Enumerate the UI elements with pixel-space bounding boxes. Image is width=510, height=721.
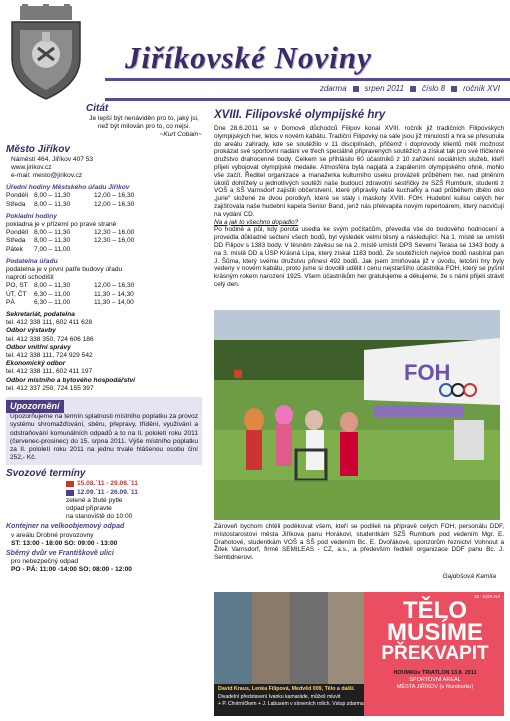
issue-price: zdarma — [319, 84, 347, 93]
quote-author: ~Kurt Cobain~ — [159, 131, 202, 139]
hours-afternoon — [94, 246, 154, 254]
masthead-rule-bottom — [105, 98, 510, 101]
square-bullet-icon — [410, 86, 416, 92]
event-photo — [214, 310, 500, 520]
contact-phone: tel. 412 338 111, 602 411 197 — [6, 368, 93, 376]
contact-name: Sekretariát, podatelna — [6, 311, 75, 319]
quote-text: Je lepší být nenáviděn pro to, jaký jsi, než být milován pro to, co nejsi. — [89, 115, 199, 131]
cashier-hours-table — [6, 229, 202, 254]
hours-morning: 8,00 – 11,30 — [34, 229, 71, 237]
contact-name: Ekonomický odbor — [6, 360, 66, 368]
hours-day: PO, ST — [6, 282, 28, 290]
contact-phone: tel. 412 338 350, 724 606 186 — [6, 335, 94, 343]
contact-phone: tel. 412 338 111, 724 929 542 — [6, 352, 93, 360]
ad-line-3: + P. Chvtrníčkem + J. Labusem v sloveních rolích. Vstup zdarma — [218, 701, 364, 707]
town-address: Náměstí 464, Jiříkov 407 53 — [11, 155, 94, 163]
town-crest — [6, 4, 86, 100]
ad-names: David Kraus, Lenka Filipová, Medvěd 009, Tělo a další. — [218, 686, 355, 692]
hours-day: ÚT, ČT — [6, 290, 27, 298]
town-heading: Město Jiříkov — [6, 143, 70, 155]
article-author: Gajdošová Kamila — [442, 573, 496, 580]
waste-date-row — [66, 489, 202, 497]
container-place: v areálu Drobné provozovny — [11, 531, 94, 539]
registry-note: podatelna je v první patře budovy úřadu naproti schodišti — [6, 266, 123, 282]
hours-afternoon: 12,30 – 16,00 — [94, 229, 135, 237]
issue-volume: ročník XVI — [463, 84, 500, 93]
hours-afternoon: 12,00 – 16,30 — [94, 282, 135, 290]
hours-morning: 8,00 – 11,30 — [34, 282, 71, 290]
hours-afternoon: 11,30 – 14,00 — [94, 298, 134, 306]
ad-line-2: Divadelní představení Ivanku kamaráde, můžeš mluvit — [218, 694, 341, 700]
hours-afternoon: 12,30 – 16,00 — [94, 237, 135, 245]
payment-reminder — [6, 397, 202, 465]
triathlon-ad — [214, 592, 504, 716]
hours-day: Pondělí — [6, 229, 29, 237]
ad-title-2: MUSÍME — [387, 619, 483, 646]
waste-note-time: na stanoviště do 10:00 — [66, 513, 133, 521]
waste-date: 12.09.´11 - 26.09.´11 — [77, 488, 138, 496]
foh-banner: FOH — [404, 360, 451, 385]
issue-number: číslo 8 — [421, 84, 446, 93]
hours-day: Pátek — [6, 245, 23, 253]
collection-heading: Sběrný dvůr ve Františkově ulici — [6, 549, 114, 557]
cashier-note: pokladna je v přízemí po pravé straně — [6, 221, 117, 229]
town-email: e-mail: mesto@jirikov.cz — [11, 172, 83, 180]
hours-morning: 6,30 – 11,00 — [34, 298, 71, 306]
contact-phone: tel. 412 337 250, 724 155 397 — [6, 384, 94, 392]
reminder-heading: Upozornění — [6, 400, 64, 413]
waste-bags-note: zelené a žluté pytle — [66, 496, 123, 504]
hours-day: Středa — [6, 237, 26, 245]
container-heading: Kontejner na velkoobjemový odpad — [6, 523, 125, 531]
office-hours-heading: Úřední hodiny Městského úřadu Jiříkov — [6, 184, 130, 192]
reminder-text: Upozorňujeme na termín splatnosti místního poplatku za provoz systému shromažďování, sběru, přepravy, třídění, využívání a odstraňování komunálních odpadů a to na II. pololetí roku 2011 (červenec-prosinec) do 15. srpna 2011. Výše místního poplatku za II. pololetí roku 2011 na jednu trvale hlášenou osobu činí 252,- Kč. — [10, 413, 198, 462]
hours-morning: 8,00 – 11,30 — [34, 237, 71, 245]
article-paragraph: Dne 28.6.2011 se v Domově důchodců Filipov konal XVIII. ročník již tradičních Filipovských olympijských her, letos v novém kabátu. Tradiční Filipovky na sále jsou již minulostí a hra se přesunula do areálu zahrady, kde se soutěžilo v 11 disciplínách, přičemž i doprovody klientů měli možnost prokázat své sportovní nadání ve třech speciálně připravených soutěžích a získat tak pro své třičlenné družstvo drahocenné body. Celkem se přihlásilo 60 účastníků z 10 zařízení sociálních služeb, kteří přijeli vybojovat olympijské medaile. Atmosféra byla napjatá a zapálením olympijského ohně, mohlo vše začít. Ředitel organizace a manažerka kulturního úseku provázeli průběhem her, nad plněním úkolů dohlížely u jednotlivých soutěží naše budoucí zdravotní sestřičky ze SZŠ Rumburk, studenti z VOŠ a SŠ Varnsdorf zajistili občerstvení, které připravily naše kuchařky a nad průběhem dbělo oko „jurie“ složené ze dvou porotkyň, které se staly i maskoty XVIII. FOH. Hudební kulisu celých her zajišťovala naše hudební kapela Senior Band, jenž nás překvapila novým repertoárem, který nacvičují na vydání CD. — [214, 125, 504, 218]
hours-morning: 7,00 – 11,00 — [34, 245, 71, 253]
hours-day: PÁ — [6, 298, 15, 306]
ad-info-2: SPORTOVNÍ AREÁL — [409, 677, 461, 683]
ad-info-3: MĚSTA JIŘÍKOV (u Rumburku) — [396, 684, 474, 690]
office-hours-table — [6, 192, 202, 208]
contacts-list — [6, 311, 202, 393]
cashier-heading: Pokladní hodiny — [6, 212, 57, 220]
newspaper-title: Jiříkovské Noviny — [125, 40, 372, 75]
hours-morning: 6,30 – 11,00 — [34, 290, 71, 298]
masthead-rule — [105, 78, 510, 81]
waste-date: 15.08.´11 - 29.08.´11 — [77, 480, 138, 488]
contact-name: Odbor vnitřní správy — [6, 343, 71, 351]
ad-info-1: HOUMRův TRIATLON 13.8. 2011 — [393, 670, 477, 676]
ad-tag: 15 - KOR NÁ — [474, 594, 501, 599]
hours-morning: 8,00 – 11,30 — [34, 200, 71, 208]
hours-day: Středa — [6, 200, 26, 208]
hours-afternoon: 11,30 – 14,30 — [94, 290, 134, 298]
ad-title-3: PŘEKVAPIT — [381, 643, 489, 664]
registry-heading: Podatelna úřadu — [6, 257, 58, 265]
town-web: www.jirikov.cz — [11, 163, 52, 171]
collection-note: pro nebezpečný odpad — [11, 558, 79, 566]
red-swatch-icon — [66, 481, 74, 487]
article-paragraph: Po hodině a půl, kdy porota usedla ke svým počítačům, převedla vše do bodového hodnocení a provedla důkladné sečtení všech bodů, byl výsledek velmi těsný a následující: Na 1. místě se umístil DD Filipov s 1383 body. V těsném závěsu se na 2. místě umístil DPS Severní Terasa se 1343 body a na 3. místě DD a ÚSP Krásná Lípa, který získal 1183 bodů. Ze soutěžících nejvíce bodů nasbíral pan J. Šůma, který svému družstvu přinesl 492 bodů. Jak jsem zmiňovala již v úvodu, letošní hry byly vedeny v novém kabátu, proto jsme si dovolili udělit i cenu nejstaršího účastníka FOH, který se pyšnil krásným rokem narození 1925. Všem účastníkům her gratulujeme a děkujeme, že s námi přijeli strávit celý den. — [214, 226, 504, 288]
purple-swatch-icon — [66, 490, 74, 496]
registry-hours-table — [6, 282, 202, 307]
waste-heading: Svozové termíny — [6, 468, 86, 480]
hours-day: Pondělí — [6, 192, 29, 200]
left-sidebar — [6, 103, 202, 575]
photo-caption: Zároveň bychom chtěli poděkovat všem, kteří se podíleli na přípravě celých FOH, personálu DDF, místostarostovi města Jiříkova panu Horákovi, studentkám SZŠ Rumburk pod vedením Mgr. E. Drahotové, studentkám VOŠ a SŠ pod vedením Bc. E. Dvořákové, sponzorům řeznictví Vohnout a Žitek Varnsdorf, firmě SEMILEAS - CZ, a.s., a především ředitelí organizace DDF panu Bc. J. Sembdnerovi. — [214, 523, 504, 562]
quote-heading: Citát — [86, 103, 109, 114]
contact-name: Odbor výstavby — [6, 327, 56, 335]
waste-note: odpad připravte — [66, 504, 112, 512]
container-hours: ST: 13:00 - 18:00 SO: 09:00 - 13:00 — [11, 539, 118, 547]
collection-hours: PO - PÁ: 11:00 -14:00 SO: 08:00 - 12:00 — [11, 566, 132, 574]
article-question: Na a jak to všechno dopadlo? — [214, 218, 299, 226]
main-article — [214, 108, 504, 289]
contact-name: Odbor místního a bytového hospodářství — [6, 376, 135, 384]
masthead — [105, 38, 510, 103]
ad-title-1: TĚLO — [403, 597, 467, 624]
waste-date-row — [66, 480, 202, 488]
hours-morning: 8,00 – 11,30 — [34, 192, 71, 200]
article-heading: XVIII. Filipovské olympijské hry — [214, 109, 386, 121]
issue-line — [320, 84, 500, 93]
hours-afternoon: 12,00 – 16,30 — [94, 200, 135, 208]
contact-phone: tel. 412 338 111, 602 411 628 — [6, 319, 93, 327]
square-bullet-icon — [451, 86, 457, 92]
issue-date: srpen 2011 — [364, 84, 404, 93]
hours-afternoon: 12,00 – 16,30 — [94, 192, 135, 200]
square-bullet-icon — [353, 86, 359, 92]
